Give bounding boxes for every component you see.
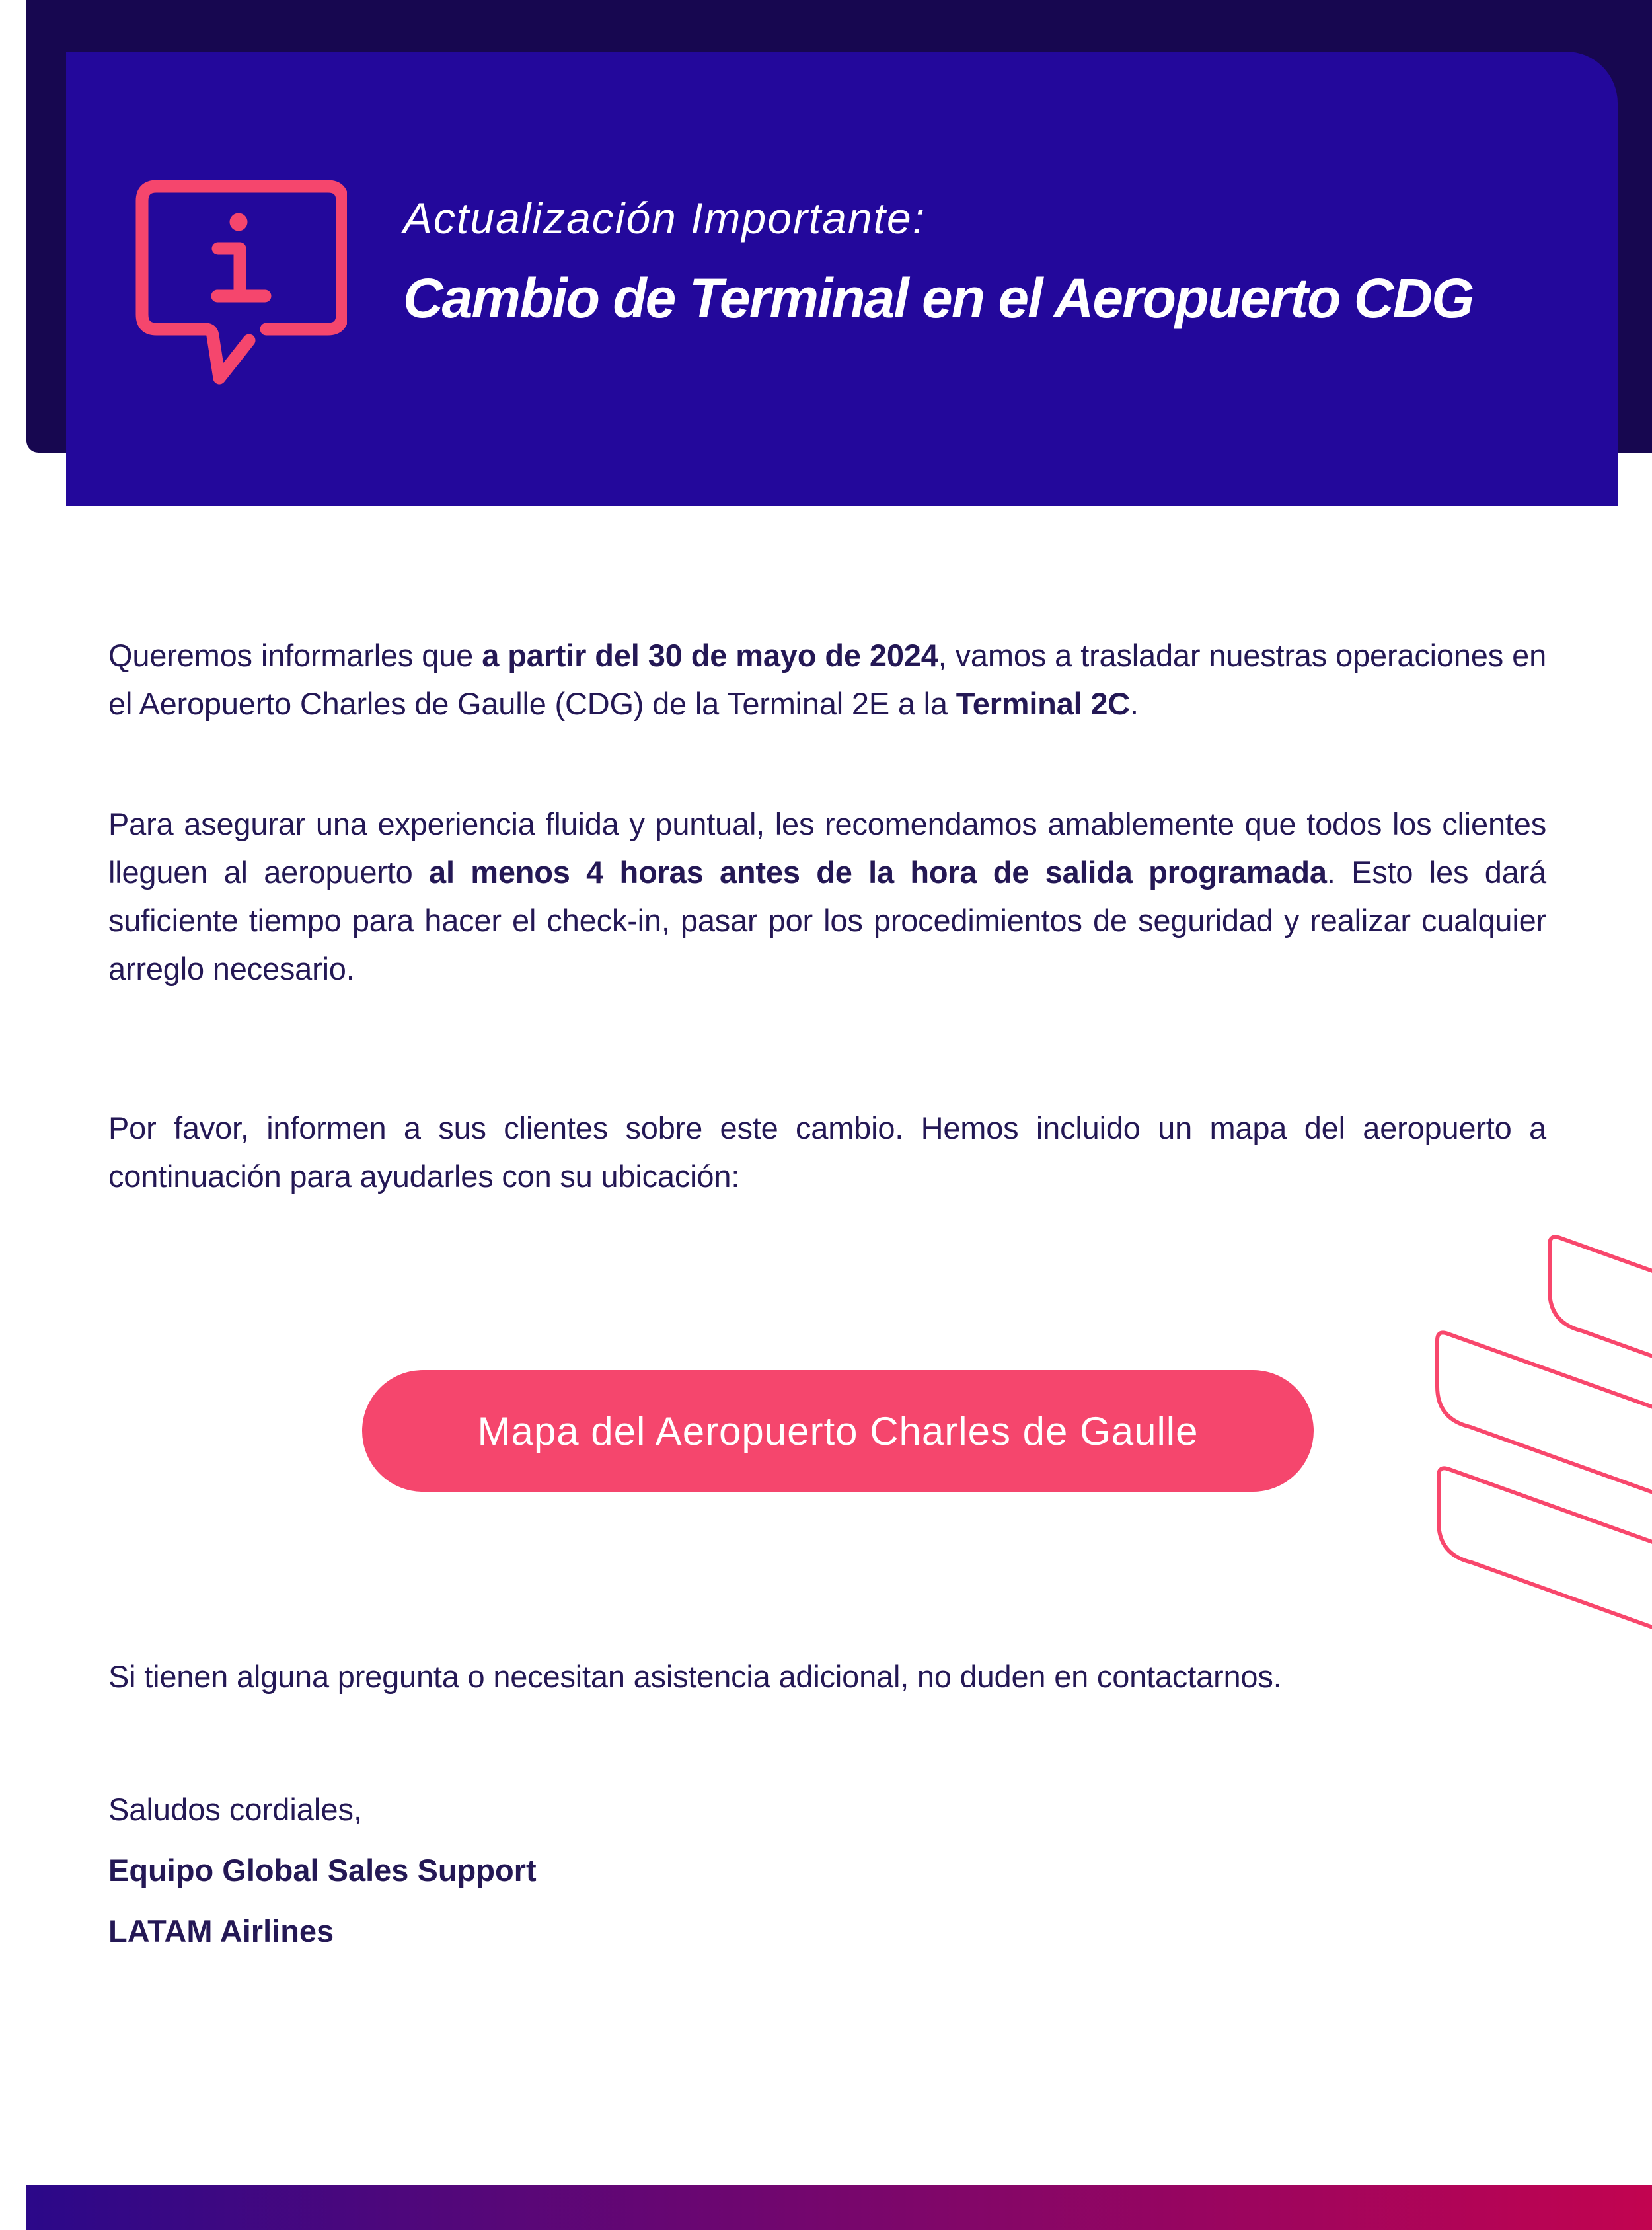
info-speech-bubble-icon — [129, 178, 347, 403]
header-kicker: Actualización Importante: — [403, 194, 926, 243]
contact-line: Si tienen alguna pregunta o necesitan asistencia adicional, no duden en contactarnos. — [108, 1659, 1282, 1694]
closing-line: Saludos cordiales, — [108, 1792, 363, 1827]
signature-company: LATAM Airlines — [108, 1913, 334, 1948]
text-segment: Para asegurar una experiencia fluida y puntual, les recomendamos amablemente que todos los clientes lleguen al aeropuerto — [108, 806, 1546, 890]
signature-team: Equipo Global Sales Support — [108, 1853, 537, 1888]
text-segment-bold: al menos 4 horas antes de la hora de salida programada — [429, 855, 1327, 890]
text-segment: . Esto les dará suficiente tiempo para hacer el check-in, pasar por los procedimientos de seguridad y realizar cualquier arreglo necesario. — [108, 855, 1546, 986]
signature-block — [108, 1779, 537, 1962]
footer-gradient-bar — [26, 2185, 1652, 2230]
header-text-block — [403, 190, 1473, 333]
latam-wing-stripe — [1439, 1468, 1652, 1652]
text-segment-bold: a partir del 30 de mayo de 2024 — [482, 638, 938, 673]
page-title: Cambio de Terminal en el Aeropuerto CDG — [403, 267, 1474, 329]
text-segment: . — [1130, 686, 1139, 721]
paragraph-terminal-change — [108, 631, 1546, 728]
latam-wing-stripe — [1550, 1237, 1652, 1421]
latam-brand-stripes — [1388, 1203, 1652, 1666]
paragraph-inform-clients: Por favor, informen a sus clientes sobre este cambio. Hemos incluido un mapa del aeropuerto a continuación para ayudarles con su ubicación: — [108, 1110, 1546, 1194]
airport-map-button[interactable]: Mapa del Aeropuerto Charles de Gaulle — [362, 1370, 1314, 1492]
latam-wing-stripe — [1437, 1332, 1652, 1517]
text-segment: , vamos a trasladar nuestras operaciones en el Aeropuerto Charles de Gaulle (CDG) de la Terminal 2E a la — [108, 638, 1547, 721]
paragraph-arrival-recommendation — [108, 800, 1546, 993]
text-segment: Queremos informarles que — [108, 638, 482, 673]
text-segment-bold: Terminal 2C — [956, 686, 1131, 721]
